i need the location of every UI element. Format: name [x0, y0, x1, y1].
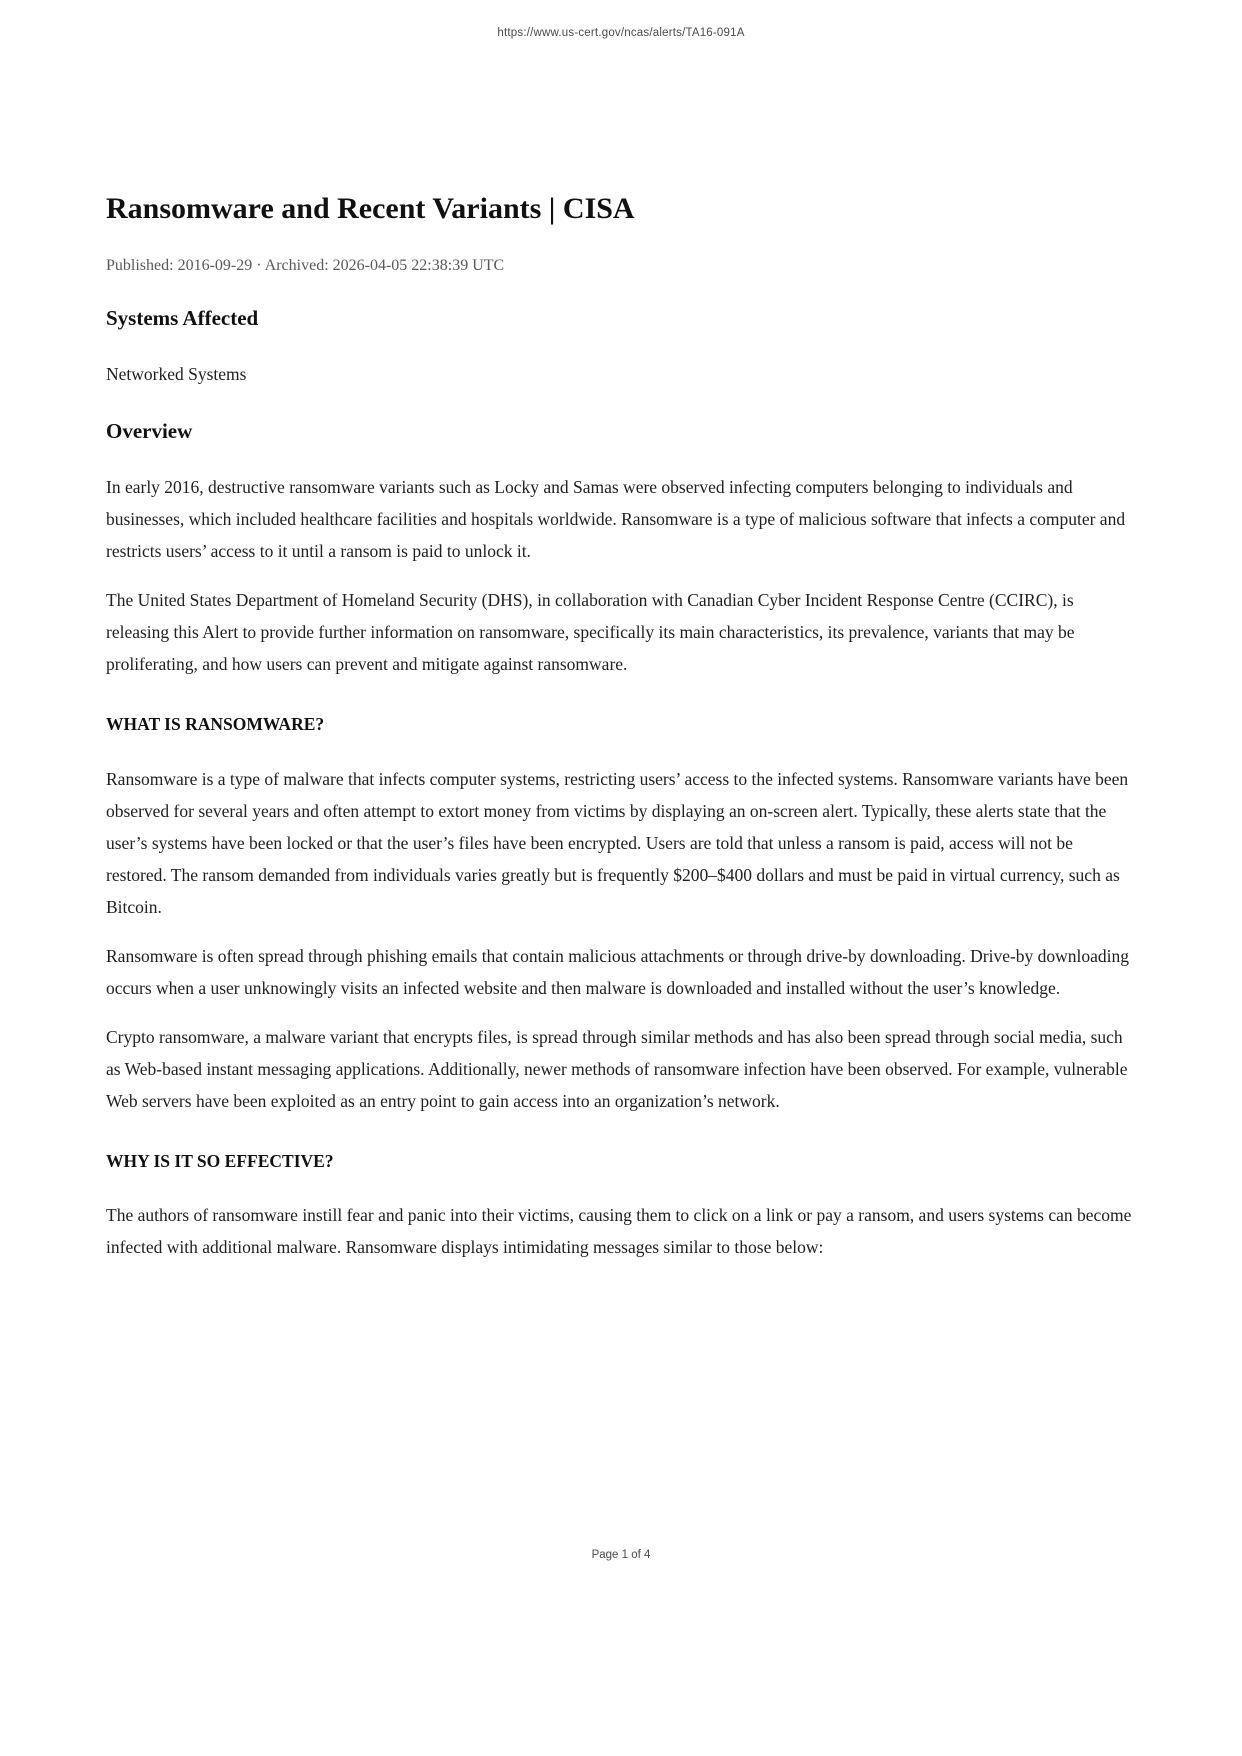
paragraph-what-is-ransomware-2: Ransomware is often spread through phishing emails that contain malicious attachments or through drive-by downloading. Drive-by downloading occurs when a user unknowingly visits an infected website and then malware is downloaded and installed without the user’s knowledge.	[106, 945, 1130, 998]
page-title: Ransomware and Recent Variants | CISA	[106, 192, 635, 225]
paragraph-what-is-ransomware-3: Crypto ransomware, a malware variant that encrypts files, is spread through similar methods and has also been spread through social media, such as Web-based instant messaging applications. Additionally, newer methods of ransomware infection have been observed. For example, vulnerable Web servers have been exploited as an entry point to gain access into an organization’s network.	[106, 1026, 1128, 1111]
heading-why-is-it-so-effective: WHY IS IT SO EFFECTIVE?	[106, 1150, 334, 1171]
paragraph-what-is-ransomware-1: Ransomware is a type of malware that infects computer systems, restricting users’ access to the infected systems. Ransomware variants have been observed for several years and often attempt to extort money from victims by displaying an on-screen alert. Typically, these alerts state that the user’s systems have been locked or that the user’s files have been encrypted. Users are told that unless a ransom is paid, access will not be restored. The ransom demanded from individuals varies greatly but is frequently $200–$400 dollars and must be paid in virtual currency, such as Bitcoin.	[106, 768, 1129, 917]
published-archived-meta: Published: 2016-09-29 · Archived: 2026-04-05 22:38:39 UTC	[106, 256, 505, 274]
paragraph-overview-1: In early 2016, destructive ransomware variants such as Locky and Samas were observed infecting computers belonging to individuals and businesses, which included healthcare facilities and hospitals worldwide. Ransomware is a type of malicious software that infects a computer and restricts users’ access to it until a ransom is paid to unlock it.	[106, 477, 1126, 562]
print-header-url: https://www.us-cert.gov/ncas/alerts/TA16-091A	[497, 27, 745, 39]
page-number-footer: Page 1 of 4	[591, 1549, 651, 1561]
paragraph-networked-systems: Networked Systems	[106, 364, 247, 385]
heading-systems-affected: Systems Affected	[106, 305, 259, 330]
heading-overview: Overview	[106, 419, 193, 444]
paragraph-overview-2: The United States Department of Homeland Security (DHS), in collaboration with Canadian Cyber Incident Response Centre (CCIRC), is releasing this Alert to provide further information on ransomware, specifically its main characteristics, its prevalence, variants that may be proliferating, and how users can prevent and mitigate against ransomware.	[106, 590, 1075, 675]
heading-what-is-ransomware: WHAT IS RANSOMWARE?	[106, 714, 325, 735]
paragraph-why-effective-1: The authors of ransomware instill fear and panic into their victims, causing them to click on a link or pay a ransom, and users systems can become infected with additional malware. Ransomware displays intimidating messages similar to those below:	[106, 1205, 1132, 1258]
